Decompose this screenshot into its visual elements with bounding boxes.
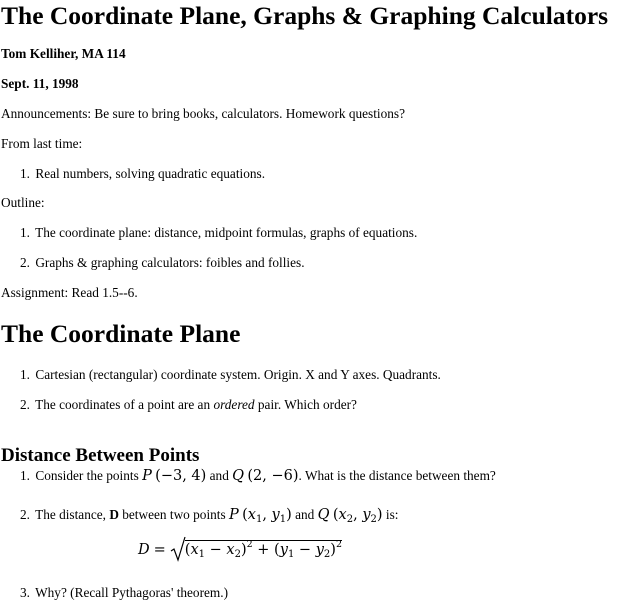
list-item xyxy=(20,508,398,523)
math-coords-p: (−3, 4) xyxy=(155,468,207,484)
list-item-text-before: The distance, xyxy=(35,507,106,522)
list-item xyxy=(20,469,496,484)
math-coords-q: ($x_2$, $y_2$) xyxy=(332,507,383,525)
date-line: Sept. 11, 1998 xyxy=(1,76,79,91)
list-number: 1. xyxy=(20,225,30,240)
list-number: 2. xyxy=(20,507,30,522)
radical-sign-icon xyxy=(170,536,186,562)
radicand: $(x_1 - x_2)^2 + (y_1 - y_2)^2$ xyxy=(184,539,342,560)
list-item-text-after: . What is the distance between them? xyxy=(298,468,496,483)
list-number: 1. xyxy=(20,468,30,483)
list-item-text: The coordinate plane: distance, midpoint formulas, graphs of equations. xyxy=(35,225,418,240)
math-point-q: Q xyxy=(232,468,245,484)
from-last-time-label: From last time: xyxy=(1,136,83,151)
list-item-text: Cartesian (rectangular) coordinate system. Origin. X and Y axes. Quadrants. xyxy=(35,367,441,382)
list-number: 1. xyxy=(20,367,30,382)
math-coords-q: (2, −6) xyxy=(247,468,299,484)
and-text: and xyxy=(295,507,315,522)
announcements-text: Announcements: Be sure to bring books, calculators. Homework questions? xyxy=(1,106,405,121)
assignment-text: Assignment: Read 1.5--6. xyxy=(1,285,138,300)
section-heading-coordinate-plane: The Coordinate Plane xyxy=(1,319,241,348)
list-item-text: Graphs & graphing calculators: foibles and follies. xyxy=(35,255,305,270)
list-number: 2. xyxy=(20,255,30,270)
list-item-text-before: The coordinates of a point are an xyxy=(35,397,211,412)
math-point-p: P xyxy=(228,507,239,523)
outline-label: Outline: xyxy=(1,195,45,210)
math-point-p: P xyxy=(142,468,152,484)
emphasis-ordered: ordered xyxy=(213,397,255,412)
formula-equals: = xyxy=(153,542,166,558)
list-number: 1. xyxy=(20,166,30,181)
list-item-text-before: Consider the points xyxy=(35,468,139,483)
list-item-text: Why? (Recall Pythagoras' theorem.) xyxy=(35,585,229,600)
list-item xyxy=(20,167,265,180)
square-root xyxy=(170,540,342,558)
and-text: and xyxy=(209,468,229,483)
list-item-text-after: pair. Which order? xyxy=(257,397,357,412)
list-item-text-mid: between two points xyxy=(122,507,226,522)
author-line: Tom Kelliher, MA 114 xyxy=(1,46,126,61)
math-coords-p: ($x_1$, $y_1$) xyxy=(242,507,292,525)
math-point-q: Q xyxy=(317,507,330,523)
list-item xyxy=(20,256,305,269)
section-heading-distance: Distance Between Points xyxy=(1,444,200,466)
list-item-text: Real numbers, solving quadratic equations. xyxy=(35,166,266,181)
page-title: The Coordinate Plane, Graphs & Graphing Calculators xyxy=(1,1,609,30)
formula-lhs: D xyxy=(138,542,150,558)
list-item xyxy=(20,226,417,239)
list-number: 2. xyxy=(20,397,30,412)
list-item-text-after: is: xyxy=(385,507,399,522)
distance-formula xyxy=(138,540,342,558)
list-item xyxy=(20,586,228,599)
list-item xyxy=(20,368,441,381)
bold-d: D xyxy=(109,507,119,522)
list-number: 3. xyxy=(20,585,30,600)
list-item xyxy=(20,398,357,411)
